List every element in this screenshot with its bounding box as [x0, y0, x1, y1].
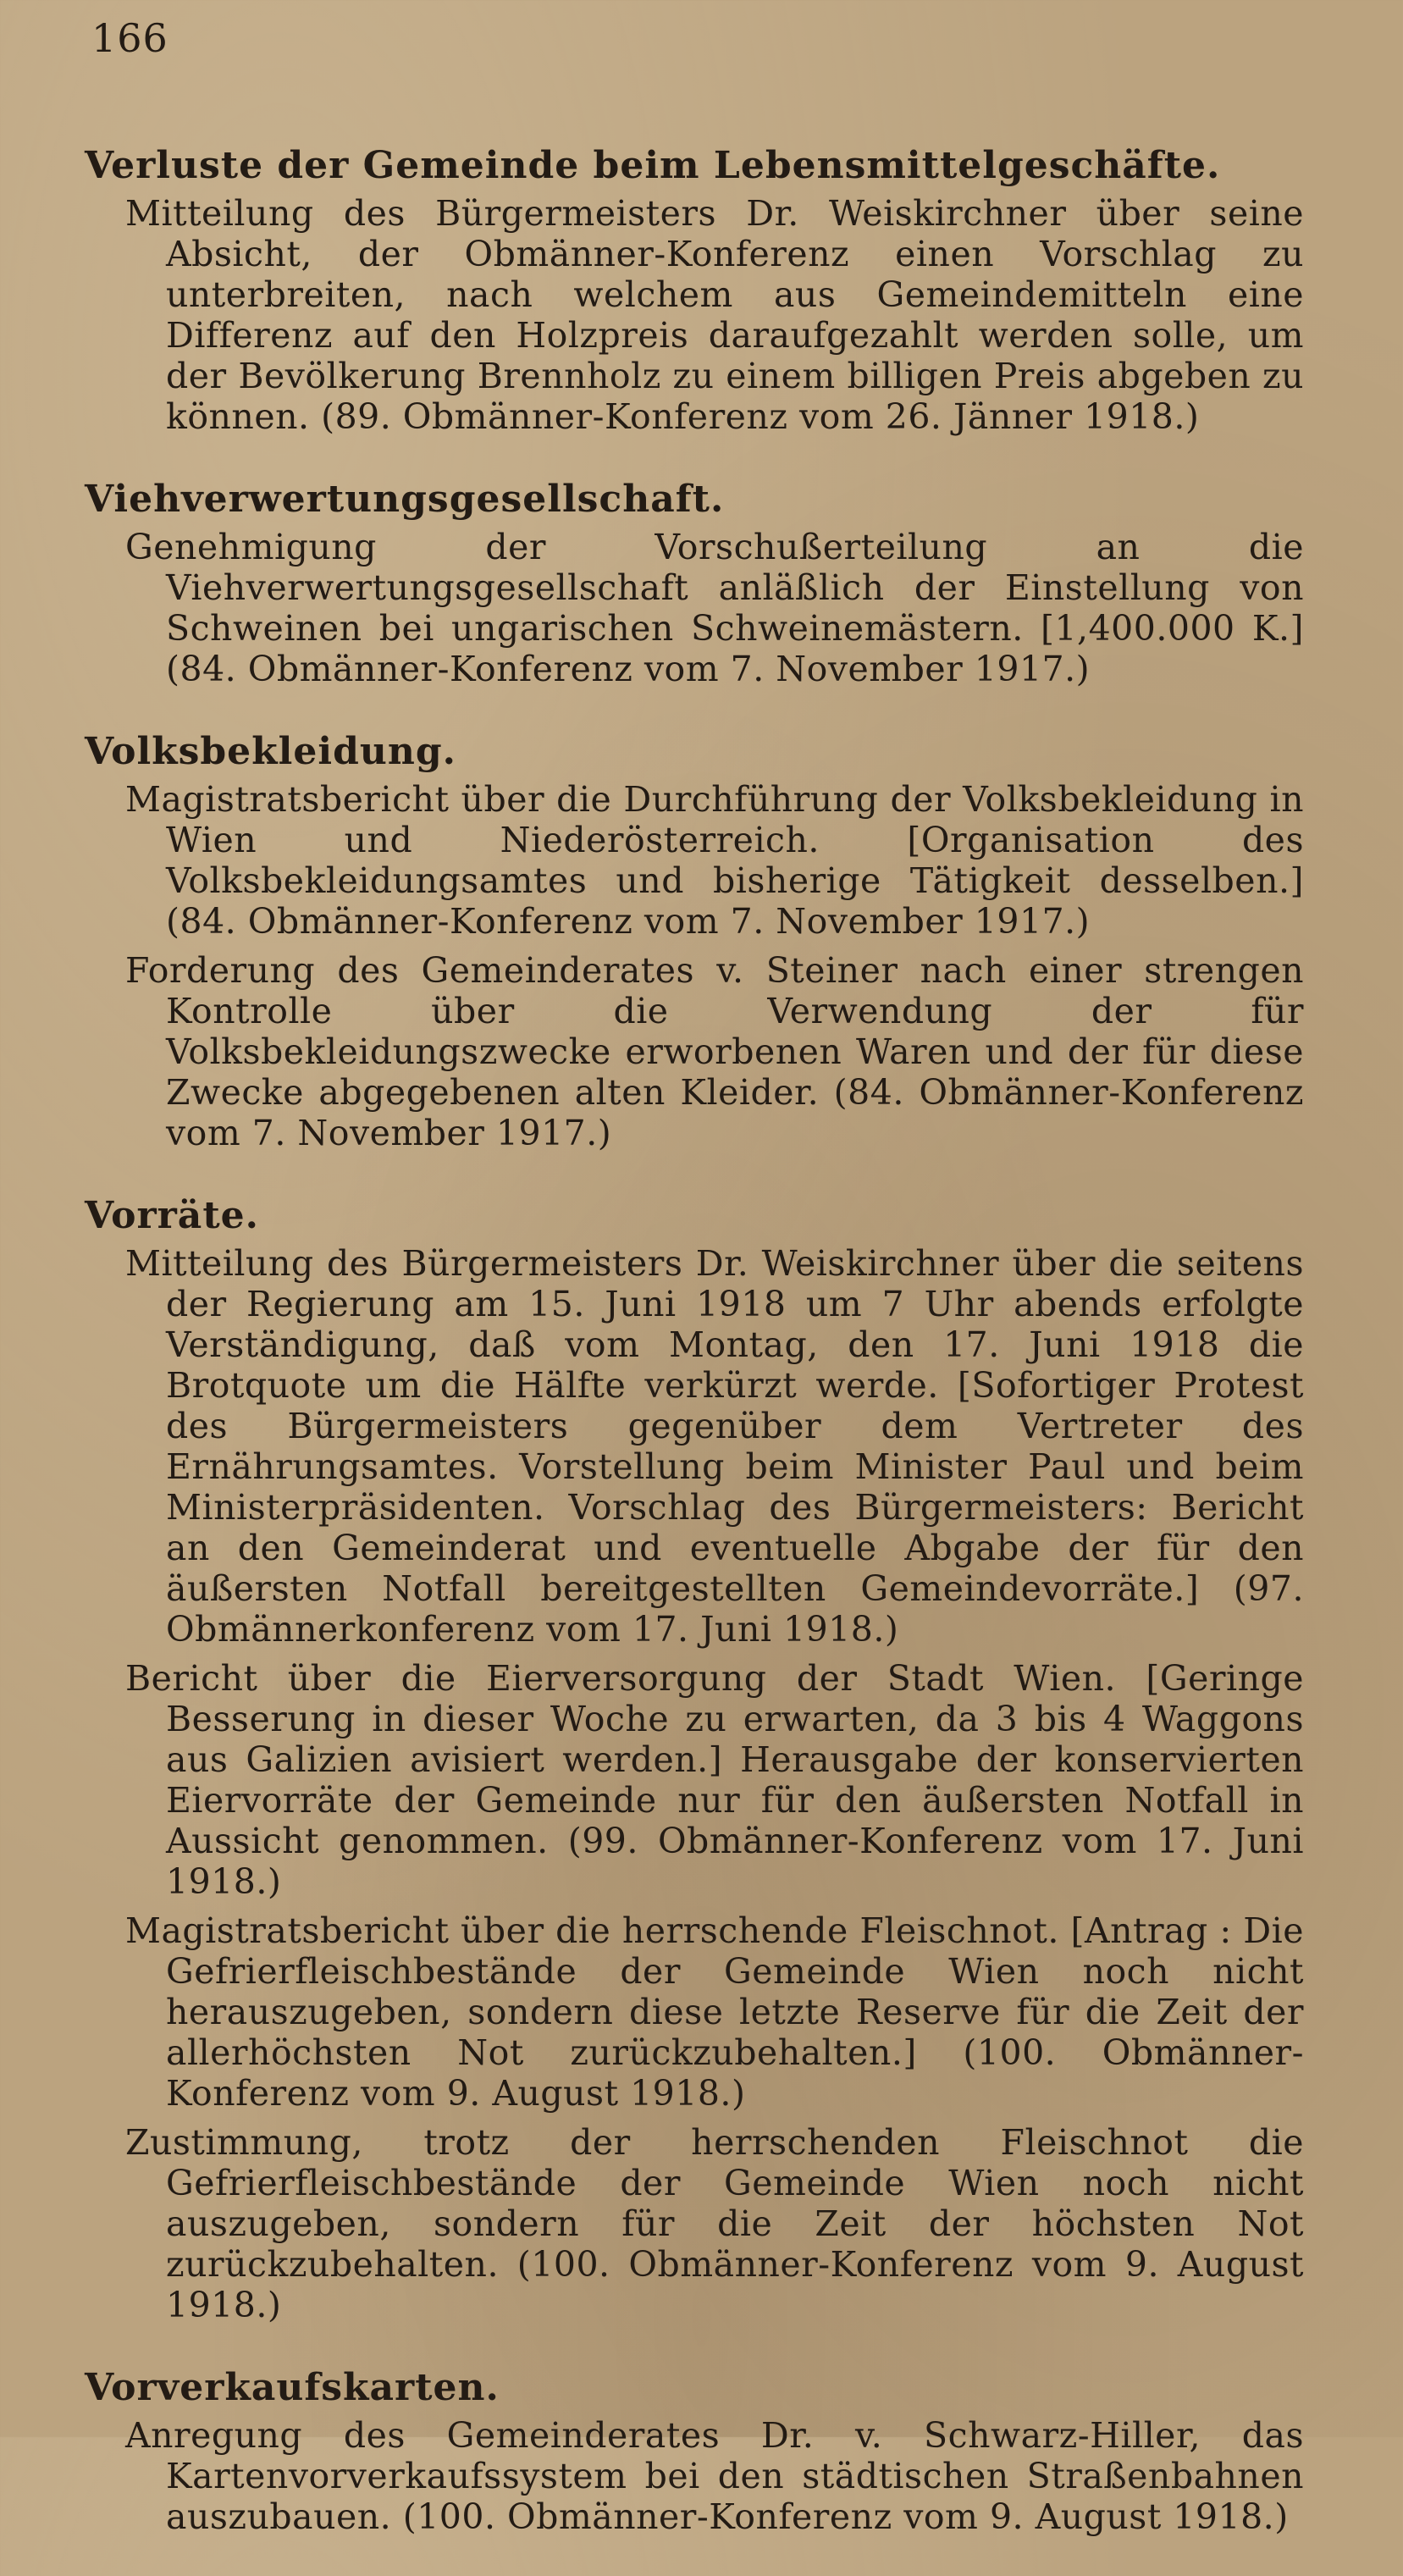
page-number: 166: [91, 15, 168, 61]
index-entry: Genehmigung der Vorschußerteilung an die Viehverwertungsgesellschaft anläßlich der Einstellung von Schweinen bei ungarischen Schweinemästern. [1,400.000 K.] (84. Obmänner-Konferenz vom 7. November 1917.): [125, 527, 1304, 689]
index-entry: Mitteilung des Bürgermeisters Dr. Weiskirchner über seine Absicht, der Obmänner-Konferenz einen Vorschlag zu unterbreiten, nach welchem aus Gemeindemitteln eine Differenz auf den Holzpreis daraufgezahlt werden solle, um der Bevölkerung Brennholz zu einem billigen Preis abgeben zu können. (89. Obmänner-Konferenz vom 26. Jänner 1918.): [125, 193, 1304, 437]
index-content: [85, 142, 1304, 2576]
section-viehverwertung: [85, 476, 1304, 689]
index-entry: Magistratsbericht über die herrschende Fleischnot. [Antrag : Die Gefrierfleischbestände der Gemeinde Wien noch nicht herauszugeben, sondern diese letzte Reserve für die Zeit der allerhöchsten Not zurückzubehalten.] (100. Obmänner-Konferenz vom 9. August 1918.): [125, 1910, 1304, 2114]
section-heading: Viehverwertungsgesellschaft.: [85, 478, 725, 521]
section-heading: Volksbekleidung.: [85, 730, 456, 773]
section-vorraete: [85, 1192, 1304, 2325]
section-heading: Verluste der Gemeinde beim Lebensmittelgeschäfte.: [85, 144, 1221, 187]
section-heading: Vorverkaufskarten.: [85, 2366, 500, 2409]
index-entry: Anregung des Gemeinderates Dr. v. Schwarz-Hiller, das Kartenvorverkaufssystem bei den städtischen Straßenbahnen auszubauen. (100. Obmänner-Konferenz vom 9. August 1918.): [125, 2415, 1304, 2537]
section-heading: Vorräte.: [85, 1194, 259, 1237]
index-entry: Magistratsbericht über die Durchführung der Volksbekleidung in Wien und Niederösterreich. [Organisation des Volksbekleidungsamtes und bisherige Tätigkeit desselben.] (84. Obmänner-Konferenz vom 7. November 1917.): [125, 779, 1304, 942]
section-vorverkaufskarten: [85, 2364, 1304, 2537]
index-entry: Forderung des Gemeinderates v. Steiner nach einer strengen Kontrolle über die Verwendung der für Volksbekleidungszwecke erworbenen Waren und der für diese Zwecke abgegebenen alten Kleider. (84. Obmänner-Konferenz vom 7. November 1917.): [125, 950, 1304, 1153]
index-entry: Bericht über die Eierversorgung der Stadt Wien. [Geringe Besserung in dieser Woche zu erwarten, da 3 bis 4 Waggons aus Galizien avisiert werden.] Herausgabe der konservierten Eiervorräte der Gemeinde nur für den äußersten Notfall in Aussicht genommen. (99. Obmänner-Konferenz vom 17. Juni 1918.): [125, 1658, 1304, 1902]
index-entry: Zustimmung, trotz der herrschenden Fleischnot die Gefrierfleischbestände der Gemeinde Wien noch nicht auszugeben, sondern für die Zeit der höchsten Not zurückzubehalten. (100. Obmänner-Konferenz vom 9. August 1918.): [125, 2122, 1304, 2325]
section-verluste: [85, 142, 1304, 437]
section-volksbekleidung: [85, 728, 1304, 1153]
index-entry: Mitteilung des Bürgermeisters Dr. Weiskirchner über die seitens der Regierung am 15. Juni 1918 um 7 Uhr abends erfolgte Verständigung, daß vom Montag, den 17. Juni 1918 die Brotquote um die Hälfte verkürzt werde. [Sofortiger Protest des Bürgermeisters gegenüber dem Vertreter des Ernährungsamtes. Vorstellung beim Minister Paul und beim Ministerpräsidenten. Vorschlag des Bürgermeisters: Bericht an den Gemeinderat und eventuelle Abgabe der für den äußersten Notfall bereitgestellten Gemeindevorräte.] (97. Obmännerkonferenz vom 17. Juni 1918.): [125, 1243, 1304, 1650]
